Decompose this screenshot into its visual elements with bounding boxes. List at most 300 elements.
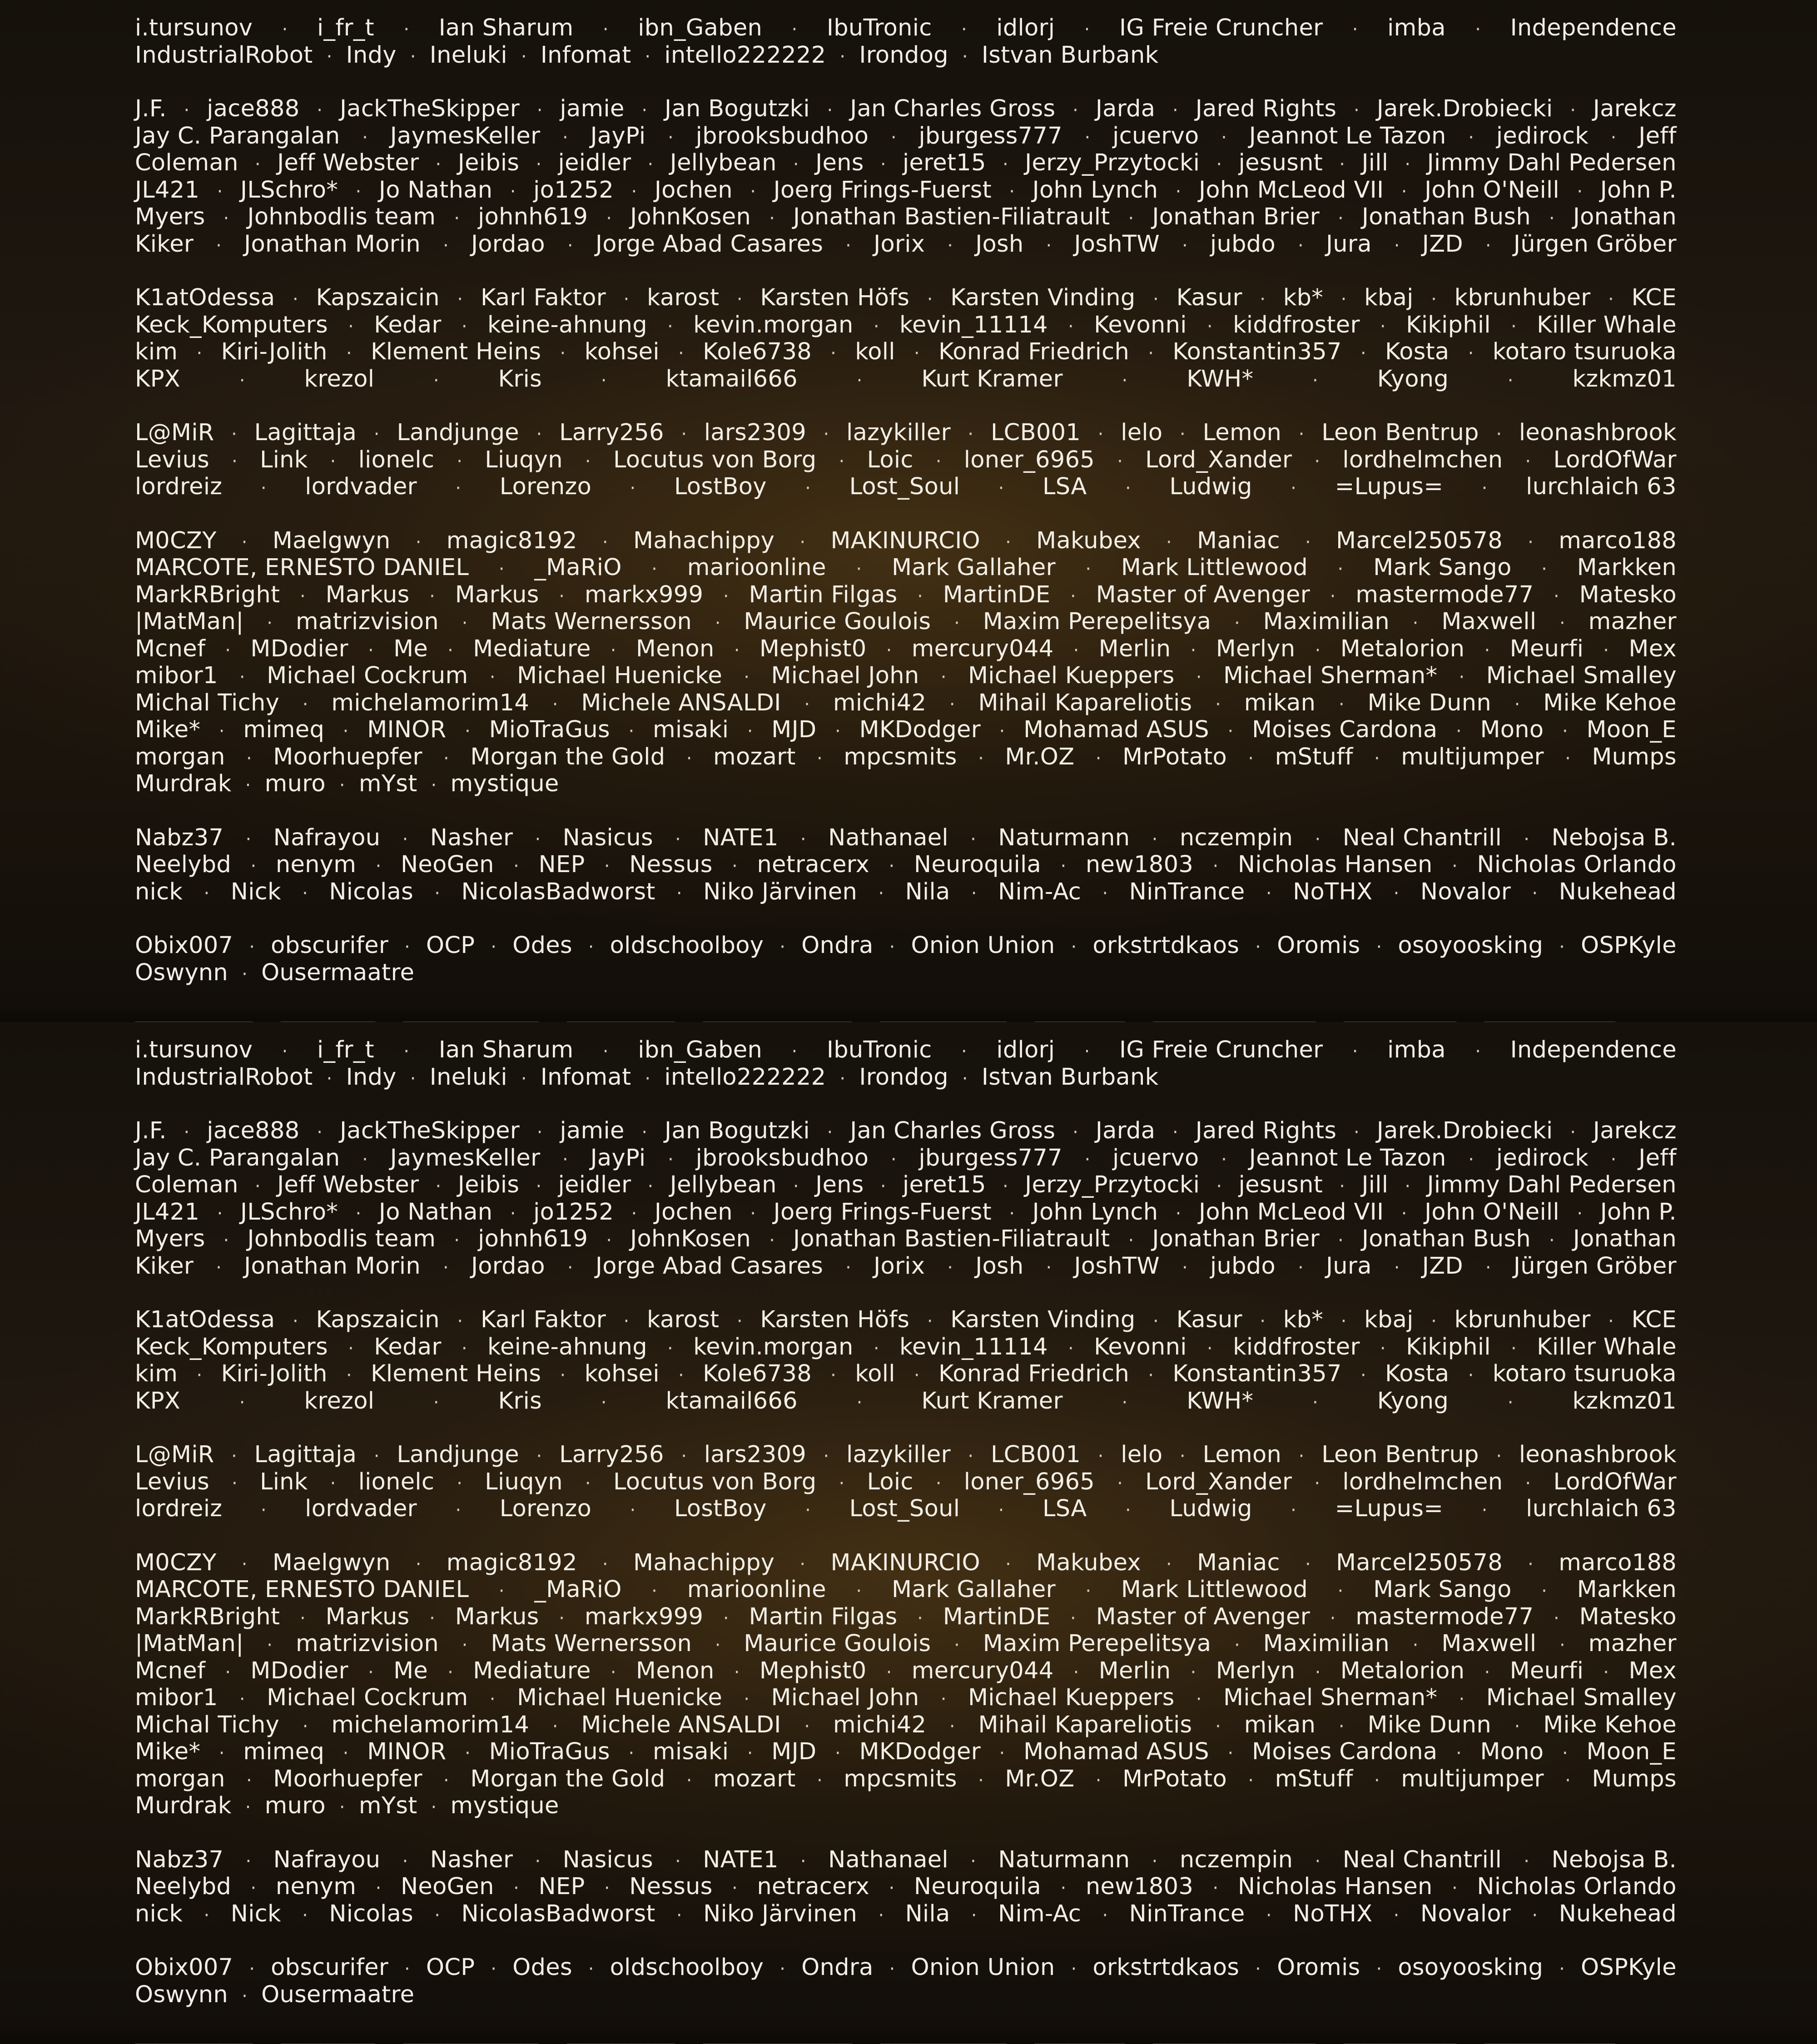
- name-separator: ·: [961, 19, 967, 40]
- name-separator: ·: [1541, 1581, 1548, 1602]
- contributor-name: Jill: [1361, 149, 1389, 176]
- name-separator: ·: [196, 343, 203, 364]
- contributor-name: Nicholas Orlando: [1477, 851, 1677, 878]
- name-separator: ·: [302, 883, 308, 904]
- name-separator: ·: [1610, 1149, 1617, 1170]
- contributor-name: MioTraGus: [489, 1738, 610, 1765]
- contributor-name: Mediature: [473, 1657, 591, 1684]
- name-separator: ·: [375, 856, 382, 877]
- contributor-name: Michael Smalley: [1486, 1684, 1677, 1711]
- credits-list: [135, 15, 1677, 1013]
- name-separator: ·: [645, 46, 651, 67]
- name-separator: ·: [793, 154, 799, 175]
- credits-line: [135, 635, 1677, 663]
- contributor-name: Karsten Höfs: [760, 1306, 910, 1333]
- contributor-name: MJD: [771, 1738, 817, 1765]
- credits-line: [135, 447, 1677, 474]
- name-separator: ·: [536, 100, 543, 121]
- contributor-name: JL421: [135, 1198, 200, 1225]
- name-separator: ·: [1305, 1553, 1311, 1575]
- name-separator: ·: [1148, 1365, 1154, 1386]
- contributor-name: Jarek.Drobiecki: [1376, 1117, 1553, 1144]
- name-separator: ·: [723, 585, 729, 607]
- credits-line: [135, 932, 1677, 959]
- credits-section: [135, 15, 1677, 69]
- name-separator: ·: [442, 1257, 449, 1278]
- contributor-name: L@MiR: [135, 419, 214, 446]
- contributor-name: Mats Wernersson: [491, 608, 692, 635]
- contributor-name: Nim-Ac: [998, 1900, 1082, 1927]
- contributor-name: Jared Rights: [1195, 95, 1337, 122]
- name-separator: ·: [1339, 1176, 1345, 1197]
- contributor-name: nenym: [275, 851, 357, 878]
- contributor-name: MJD: [771, 716, 817, 743]
- contributor-name: JackTheSkipper: [339, 1117, 520, 1144]
- contributor-name: mpcsmits: [844, 1765, 957, 1792]
- name-separator: ·: [1248, 1770, 1254, 1791]
- name-separator: ·: [1549, 1230, 1555, 1251]
- contributor-name: Merlin: [1098, 1657, 1171, 1684]
- contributor-name: Istvan Burbank: [981, 1063, 1159, 1091]
- name-separator: ·: [631, 181, 637, 202]
- contributor-name: Kevonni: [1094, 311, 1187, 338]
- name-separator: ·: [1266, 1905, 1272, 1926]
- contributor-name: nick: [135, 1900, 183, 1927]
- name-separator: ·: [602, 531, 608, 553]
- credits-line: [135, 1712, 1677, 1739]
- contributor-name: Neelybd: [135, 851, 232, 878]
- name-separator: ·: [402, 829, 408, 850]
- name-separator: ·: [245, 775, 251, 796]
- credits-line: [135, 744, 1677, 771]
- name-separator: ·: [429, 585, 436, 607]
- name-separator: ·: [1475, 19, 1481, 40]
- contributor-name: Metalorion: [1340, 635, 1465, 662]
- name-separator: ·: [536, 1446, 542, 1467]
- name-separator: ·: [1117, 451, 1123, 472]
- name-separator: ·: [667, 1149, 674, 1170]
- contributor-name: nick: [135, 878, 183, 905]
- contributor-name: Jonathan Brier: [1152, 203, 1320, 230]
- name-separator: ·: [873, 1338, 879, 1359]
- contributor-name: Moorhuepfer: [273, 743, 422, 770]
- contributor-name: M0CZY: [135, 1549, 217, 1576]
- name-separator: ·: [641, 1122, 648, 1143]
- name-separator: ·: [1291, 478, 1297, 499]
- contributor-name: Michael Sherman*: [1223, 1684, 1438, 1711]
- contributor-name: Mats Wernersson: [491, 1630, 692, 1657]
- name-separator: ·: [604, 856, 610, 877]
- contributor-name: IndustrialRobot: [135, 41, 313, 69]
- contributor-name: keine-ahnung: [487, 311, 647, 338]
- name-separator: ·: [355, 181, 362, 202]
- name-separator: ·: [225, 640, 231, 661]
- contributor-name: Makubex: [1036, 1549, 1141, 1576]
- name-separator: ·: [346, 343, 352, 364]
- contributor-name: Nila: [905, 878, 950, 905]
- name-separator: ·: [715, 613, 721, 634]
- name-separator: ·: [1152, 829, 1158, 850]
- contributor-name: |MatMan|: [135, 1630, 244, 1657]
- contributor-name: leonashbrook: [1519, 1441, 1677, 1468]
- name-separator: ·: [949, 694, 955, 715]
- name-separator: ·: [750, 1203, 756, 1224]
- name-separator: ·: [628, 721, 635, 742]
- name-separator: ·: [1562, 1743, 1568, 1764]
- contributor-name: morgan: [135, 743, 225, 770]
- name-separator: ·: [429, 1607, 436, 1629]
- name-separator: ·: [1002, 154, 1008, 175]
- contributor-name: imba: [1387, 1037, 1446, 1063]
- contributor-name: Nessus: [629, 851, 713, 878]
- contributor-name: Morgan the Gold: [470, 743, 665, 770]
- contributor-name: Markus: [455, 581, 539, 608]
- contributor-name: K1atOdessa: [135, 284, 275, 311]
- contributor-name: Jeibis: [457, 149, 520, 176]
- contributor-name: Konrad Friedrich: [938, 1360, 1130, 1387]
- name-separator: ·: [1206, 1338, 1213, 1359]
- contributor-name: IbuTronic: [826, 15, 932, 41]
- contributor-name: KPX: [135, 1387, 181, 1414]
- name-separator: ·: [999, 1743, 1005, 1764]
- name-separator: ·: [1216, 154, 1222, 175]
- name-separator: ·: [1097, 424, 1104, 445]
- contributor-name: mibor1: [135, 662, 218, 689]
- credits-line: [135, 1603, 1677, 1631]
- name-separator: ·: [1577, 1203, 1583, 1224]
- contributor-name: Michael Cockrum: [267, 662, 468, 689]
- contributor-name: jesusnt: [1238, 149, 1323, 176]
- name-separator: ·: [250, 856, 257, 877]
- name-separator: ·: [239, 1689, 245, 1710]
- contributor-name: Kevonni: [1094, 1333, 1187, 1360]
- credits-line: [135, 1388, 1677, 1415]
- name-separator: ·: [245, 1797, 251, 1818]
- contributor-name: Neal Chantrill: [1342, 1846, 1502, 1873]
- credits-line: [135, 1225, 1677, 1253]
- contributor-name: mimeq: [243, 1738, 325, 1765]
- name-separator: ·: [1577, 181, 1583, 202]
- contributor-name: jcuervo: [1112, 1144, 1199, 1171]
- name-separator: ·: [889, 937, 895, 958]
- name-separator: ·: [403, 1041, 410, 1062]
- name-separator: ·: [218, 1743, 225, 1764]
- contributor-name: Karsten Vinding: [950, 284, 1136, 311]
- contributor-name: IG Freie Cruncher: [1119, 1037, 1323, 1063]
- name-separator: ·: [927, 1311, 933, 1332]
- contributor-name: kotaro tsuruoka: [1492, 1360, 1677, 1387]
- name-separator: ·: [302, 1905, 308, 1926]
- contributor-name: Jared Rights: [1195, 1117, 1337, 1144]
- credits-line: [135, 149, 1677, 177]
- name-separator: ·: [978, 748, 984, 769]
- contributor-name: Niko Järvinen: [703, 1900, 858, 1927]
- name-separator: ·: [839, 46, 846, 67]
- name-separator: ·: [1152, 1851, 1158, 1872]
- name-separator: ·: [1401, 1203, 1407, 1224]
- credits-line: [135, 15, 1677, 42]
- credits-line: [135, 1873, 1677, 1900]
- contributor-name: Lagittaja: [254, 419, 357, 446]
- contributor-name: Novalor: [1420, 878, 1511, 905]
- credits-list: [135, 1037, 1677, 2035]
- contributor-name: Kiri-Jolith: [221, 338, 328, 365]
- name-separator: ·: [731, 856, 738, 877]
- contributor-name: Martin Filgas: [749, 581, 898, 608]
- contributor-name: Merlin: [1098, 635, 1171, 662]
- contributor-name: jeidler: [558, 149, 631, 176]
- name-separator: ·: [1565, 1770, 1571, 1791]
- contributor-name: Myers: [135, 1225, 205, 1252]
- contributor-name: mozart: [713, 1765, 796, 1792]
- name-separator: ·: [249, 937, 255, 958]
- name-separator: ·: [681, 1446, 687, 1467]
- name-separator: ·: [267, 613, 273, 634]
- credits-line: [135, 1145, 1677, 1172]
- name-separator: ·: [731, 1878, 738, 1899]
- contributor-name: Michael John: [771, 662, 919, 689]
- name-separator: ·: [1122, 370, 1128, 391]
- contributor-name: |MatMan|: [135, 608, 244, 635]
- contributor-name: Liuqyn: [485, 1468, 563, 1495]
- name-separator: ·: [217, 181, 223, 202]
- contributor-name: jburgess777: [918, 122, 1062, 149]
- contributor-name: Maxwell: [1441, 608, 1537, 635]
- contributor-name: nczempin: [1179, 824, 1293, 851]
- contributor-name: LCB001: [990, 1441, 1081, 1468]
- name-separator: ·: [1315, 640, 1321, 661]
- contributor-name: Jeff: [1638, 1144, 1677, 1171]
- contributor-name: Konstantin357: [1172, 338, 1342, 365]
- contributor-name: Matesko: [1579, 581, 1677, 608]
- name-separator: ·: [521, 46, 527, 67]
- contributor-name: =Lupus=: [1335, 1495, 1444, 1522]
- name-separator: ·: [225, 1662, 231, 1683]
- name-separator: ·: [750, 181, 756, 202]
- credits-line: [135, 1630, 1677, 1657]
- name-separator: ·: [1541, 559, 1548, 580]
- name-separator: ·: [1196, 667, 1202, 688]
- name-separator: ·: [1255, 937, 1261, 958]
- contributor-name: Nukehead: [1559, 1900, 1677, 1927]
- contributor-name: Lord_Xander: [1145, 1468, 1292, 1495]
- name-separator: ·: [184, 100, 190, 121]
- contributor-name: Nick: [230, 1900, 281, 1927]
- name-separator: ·: [1339, 154, 1345, 175]
- contributor-name: Karsten Höfs: [760, 284, 910, 311]
- contributor-name: new1803: [1085, 851, 1194, 878]
- contributor-name: jace888: [207, 95, 300, 122]
- name-separator: ·: [1005, 531, 1012, 553]
- contributor-name: Jura: [1326, 230, 1372, 258]
- name-separator: ·: [1431, 289, 1437, 310]
- name-separator: ·: [1128, 208, 1134, 229]
- name-separator: ·: [827, 1122, 833, 1143]
- contributor-name: Mono: [1480, 716, 1544, 743]
- contributor-name: John Lynch: [1032, 176, 1158, 203]
- contributor-name: Jarekcz: [1593, 1117, 1677, 1144]
- contributor-name: NinTrance: [1129, 878, 1245, 905]
- contributor-name: Jonathan Bush: [1361, 1225, 1531, 1252]
- name-separator: ·: [367, 1662, 374, 1683]
- contributor-name: lazykiller: [846, 1441, 951, 1468]
- name-separator: ·: [817, 1770, 823, 1791]
- contributor-name: Kosta: [1385, 338, 1450, 365]
- contributor-name: Jeannot Le Tazon: [1249, 1144, 1446, 1171]
- contributor-name: JL421: [135, 176, 200, 203]
- contributor-name: Jorge Abad Casares: [595, 230, 824, 258]
- credits-line: [135, 662, 1677, 690]
- contributor-name: Mahachippy: [633, 527, 775, 554]
- contributor-name: JoshTW: [1074, 1252, 1160, 1280]
- contributor-name: Kedar: [374, 1333, 442, 1360]
- contributor-name: Michael Smalley: [1486, 662, 1677, 689]
- contributor-name: Moon_E: [1586, 716, 1677, 743]
- contributor-name: markx999: [584, 1603, 704, 1630]
- credits-line: [135, 608, 1677, 635]
- name-separator: ·: [602, 19, 609, 40]
- contributor-name: Jens: [815, 1171, 864, 1198]
- name-separator: ·: [940, 667, 947, 688]
- name-separator: ·: [245, 1851, 252, 1872]
- contributor-name: Jens: [815, 149, 864, 176]
- name-separator: ·: [1122, 1392, 1128, 1413]
- credits-section: [135, 284, 1677, 392]
- contributor-name: Nicholas Orlando: [1477, 1873, 1677, 1900]
- contributor-name: Michael Huenicke: [516, 1684, 722, 1711]
- contributor-name: Nathanael: [828, 1846, 948, 1873]
- name-separator: ·: [1172, 100, 1179, 121]
- name-separator: ·: [968, 424, 974, 445]
- credits-line: [135, 1576, 1677, 1603]
- credits-section: [135, 527, 1677, 798]
- name-separator: ·: [1553, 585, 1559, 607]
- contributor-name: Liuqyn: [485, 446, 563, 473]
- name-separator: ·: [1559, 1635, 1565, 1656]
- contributor-name: kevin_11114: [899, 1333, 1048, 1360]
- contributor-name: Merlyn: [1216, 1657, 1296, 1684]
- contributor-name: leonashbrook: [1519, 419, 1677, 446]
- name-separator: ·: [1459, 667, 1465, 688]
- name-separator: ·: [457, 1311, 463, 1332]
- name-separator: ·: [282, 1041, 288, 1062]
- name-separator: ·: [686, 748, 692, 769]
- contributor-name: Ondra: [801, 932, 874, 959]
- contributor-name: Mcnef: [135, 1657, 206, 1684]
- name-separator: ·: [645, 1068, 651, 1089]
- credits-line: [135, 1117, 1677, 1145]
- name-separator: ·: [410, 1068, 416, 1089]
- name-separator: ·: [223, 1230, 229, 1251]
- contributor-name: Neal Chantrill: [1342, 824, 1502, 851]
- contributor-name: M0CZY: [135, 527, 217, 554]
- name-separator: ·: [339, 775, 345, 796]
- contributor-name: Jonathan: [1573, 203, 1677, 230]
- name-separator: ·: [239, 370, 245, 391]
- contributor-name: mStuff: [1275, 743, 1353, 770]
- contributor-name: mercury044: [911, 635, 1054, 662]
- contributor-name: Maelgwyn: [272, 527, 391, 554]
- contributor-name: Marcel250578: [1336, 1549, 1503, 1576]
- contributor-name: Michael Huenicke: [516, 662, 722, 689]
- name-separator: ·: [1095, 1770, 1102, 1791]
- name-separator: ·: [1215, 1716, 1221, 1737]
- contributor-name: kotaro tsuruoka: [1492, 338, 1677, 365]
- contributor-name: lordhelmchen: [1342, 1468, 1503, 1495]
- contributor-name: Mumps: [1592, 743, 1677, 770]
- credits-line: [135, 231, 1677, 258]
- contributor-name: Menon: [635, 635, 715, 662]
- contributor-name: karost: [647, 284, 720, 311]
- contributor-name: Meurfi: [1509, 1657, 1584, 1684]
- credits-section: [135, 1846, 1677, 1928]
- contributor-name: Michele ANSALDI: [581, 689, 781, 716]
- contributor-name: NEP: [538, 851, 585, 878]
- name-separator: ·: [839, 451, 845, 472]
- contributor-name: Nicolas: [329, 1900, 414, 1927]
- name-separator: ·: [1394, 1257, 1400, 1278]
- name-separator: ·: [1260, 1311, 1266, 1332]
- contributor-name: Kapszaicin: [316, 1306, 440, 1333]
- contributor-name: lelo: [1121, 1441, 1163, 1468]
- name-separator: ·: [326, 1068, 333, 1089]
- contributor-name: jedirock: [1496, 122, 1589, 149]
- name-separator: ·: [880, 1176, 886, 1197]
- contributor-name: K1atOdessa: [135, 1306, 275, 1333]
- contributor-name: Murdrak: [135, 1792, 232, 1819]
- name-separator: ·: [1072, 1122, 1079, 1143]
- name-separator: ·: [302, 694, 308, 715]
- contributor-name: Mark Littlewood: [1121, 1576, 1308, 1603]
- contributor-name: Mex: [1628, 635, 1677, 662]
- credits-line: [135, 1253, 1677, 1280]
- contributor-name: Jura: [1326, 1252, 1372, 1280]
- name-separator: ·: [1514, 694, 1520, 715]
- contributor-name: michelamorim14: [331, 1711, 530, 1738]
- credits-line: [135, 42, 1677, 69]
- contributor-name: Konstantin357: [1172, 1360, 1342, 1387]
- contributor-name: kim: [135, 338, 178, 365]
- name-separator: ·: [223, 208, 229, 229]
- contributor-name: jamie: [560, 95, 625, 122]
- contributor-name: Mihail Kapareliotis: [978, 1711, 1192, 1738]
- contributor-name: Josh: [975, 230, 1024, 258]
- name-separator: ·: [513, 1878, 520, 1899]
- name-separator: ·: [1570, 100, 1576, 121]
- name-separator: ·: [1514, 1716, 1520, 1737]
- name-separator: ·: [880, 154, 886, 175]
- contributor-name: Jarekcz: [1593, 95, 1677, 122]
- contributor-name: Levius: [135, 1468, 209, 1495]
- name-separator: ·: [1175, 181, 1182, 202]
- contributor-name: Mohamad ASUS: [1023, 716, 1209, 743]
- name-separator: ·: [1337, 1230, 1344, 1251]
- name-separator: ·: [196, 1365, 203, 1386]
- credits-line: [135, 1199, 1677, 1226]
- name-separator: ·: [1312, 370, 1319, 391]
- contributor-name: lordvader: [305, 1495, 417, 1522]
- contributor-name: Metalorion: [1340, 1657, 1465, 1684]
- contributor-name: MartinDE: [943, 581, 1051, 608]
- name-separator: ·: [1182, 235, 1188, 256]
- name-separator: ·: [1102, 883, 1108, 904]
- contributor-name: MioTraGus: [489, 716, 610, 743]
- name-separator: ·: [1525, 451, 1531, 472]
- name-separator: ·: [1234, 613, 1240, 634]
- contributor-name: Lagittaja: [254, 1441, 357, 1468]
- name-separator: ·: [623, 289, 630, 310]
- name-separator: ·: [1360, 343, 1366, 364]
